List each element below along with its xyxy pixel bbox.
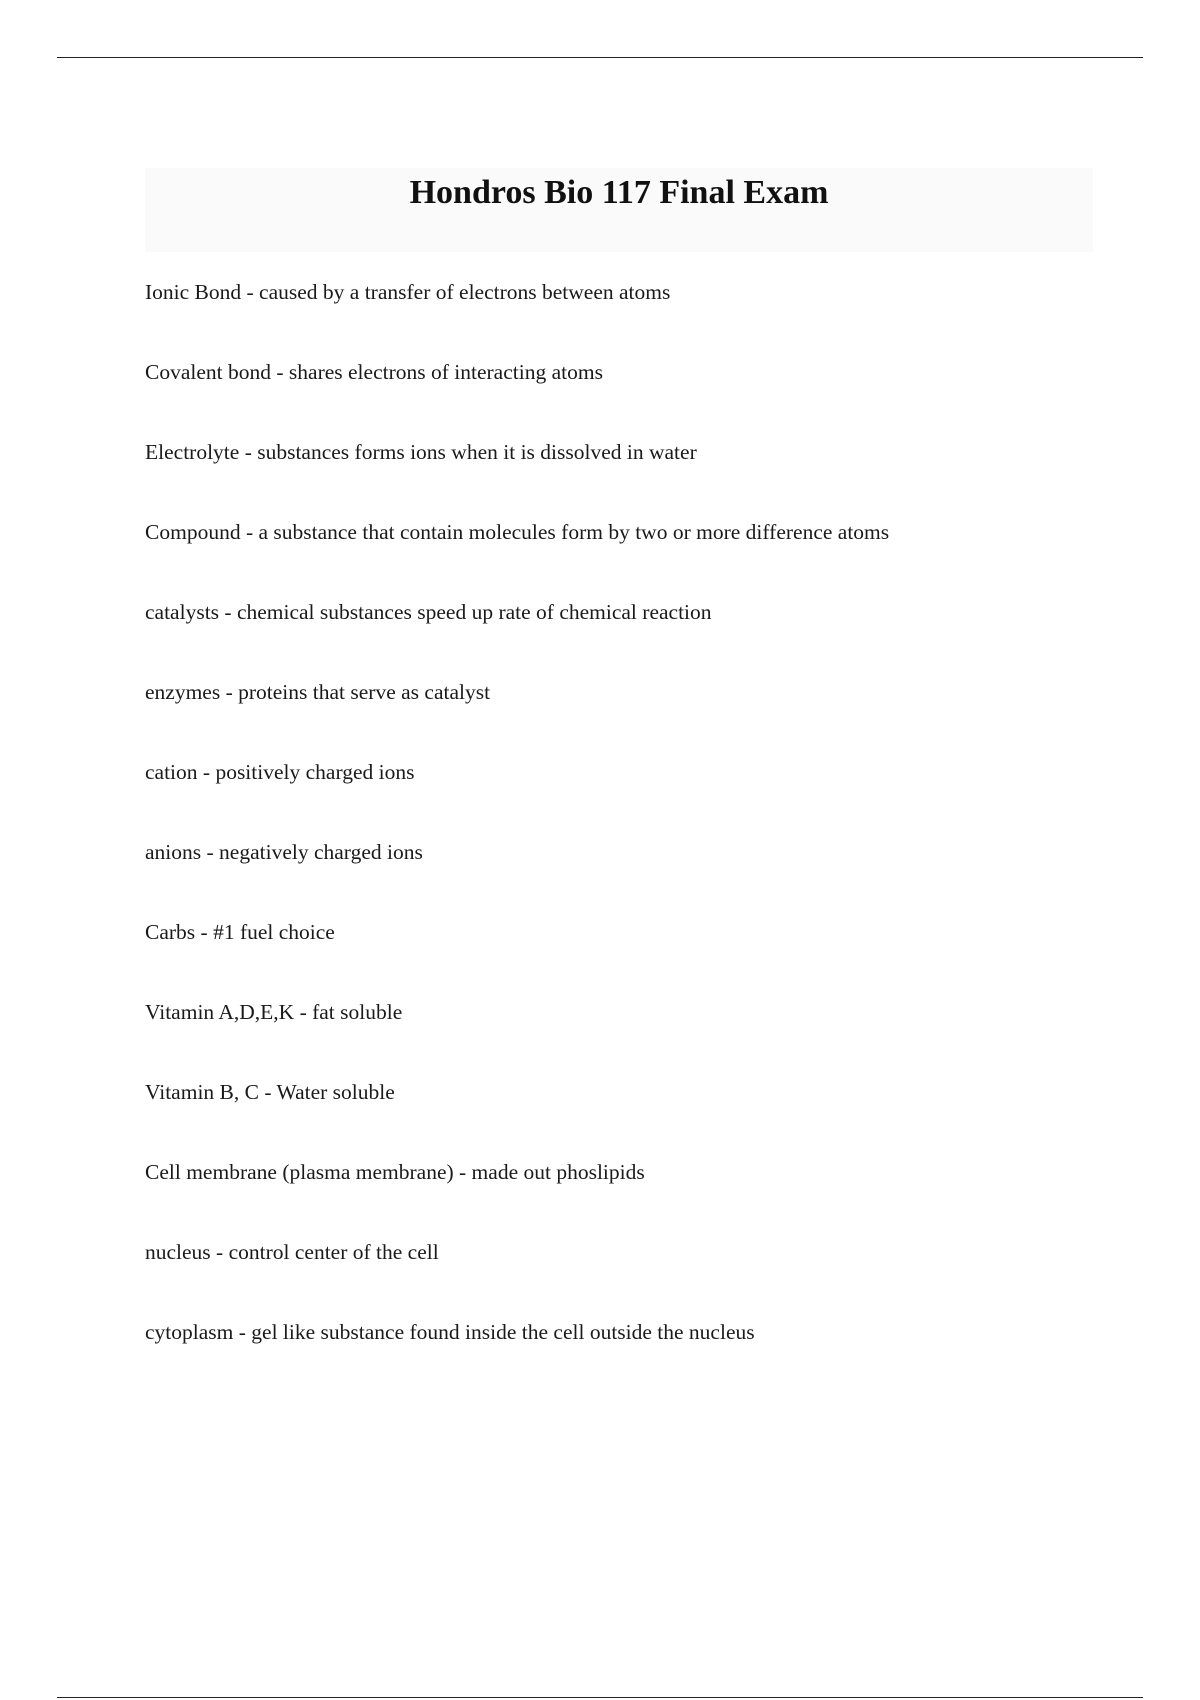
term-item: catalysts - chemical substances speed up rate of chemical reaction (145, 600, 712, 624)
page-title: Hondros Bio 117 Final Exam (409, 174, 829, 211)
term-item: anions - negatively charged ions (145, 840, 423, 864)
term-item: cytoplasm - gel like substance found inside the cell outside the nucleus (145, 1320, 755, 1344)
term-item: Vitamin A,D,E,K - fat soluble (145, 1000, 403, 1024)
term-item: Cell membrane (plasma membrane) - made out phoslipids (145, 1160, 645, 1184)
term-item: Covalent bond - shares electrons of interacting atoms (145, 360, 603, 384)
terms-list (145, 278, 1093, 1398)
term-item: nucleus - control center of the cell (145, 1240, 439, 1264)
term-item: enzymes - proteins that serve as catalyst (145, 680, 491, 704)
term-item: cation - positively charged ions (145, 760, 415, 784)
term-item: Compound - a substance that contain molecules form by two or more difference atoms (145, 520, 890, 544)
term-item: Carbs - #1 fuel choice (145, 920, 335, 944)
bottom-rule (57, 1697, 1143, 1698)
title-band (145, 168, 1093, 252)
top-rule (57, 57, 1143, 58)
term-item: Ionic Bond - caused by a transfer of electrons between atoms (145, 280, 671, 304)
term-item: Vitamin B, C - Water soluble (145, 1080, 395, 1104)
term-item: Electrolyte - substances forms ions when it is dissolved in water (145, 440, 697, 464)
